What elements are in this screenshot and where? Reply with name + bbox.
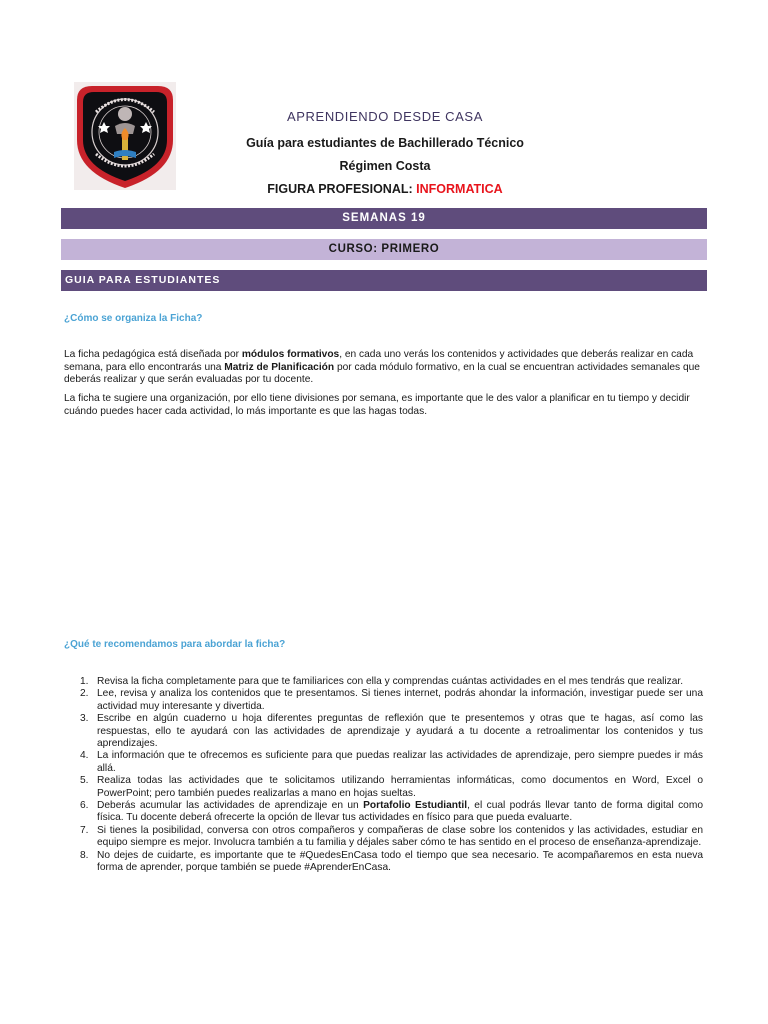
list-item-text: Lee, revisa y analiza los contenidos que te presentamos. Si tienes internet, podrás ahondar la información, investigar puede ser una actividad muy interesante y divertida.	[97, 688, 703, 712]
list-item-text: Realiza todas las actividades que te solicitamos utilizando herramientas informáticas, como documentos en Word, Excel o PowerPoint; pero también puedes realizarlas a mano en hojas sueltas.	[97, 775, 703, 799]
figura-value: INFORMATICA	[416, 182, 503, 196]
list-number: 5.	[80, 775, 89, 787]
p1-text-a: La ficha pedagógica está diseñada por	[64, 349, 242, 360]
list-item	[64, 850, 703, 875]
list-item-text: La información que te ofrecemos es suficiente para que puedas realizar las actividades de aprendizaje, pero siempre puedes ir más allá.	[97, 750, 703, 774]
list-item-text-a: Deberás acumular las actividades de aprendizaje en un	[97, 800, 364, 812]
figura-profesional	[180, 182, 590, 196]
p1-bold-modulos: módulos formativos	[241, 349, 340, 360]
guia-banner: GUIA PARA ESTUDIANTES	[61, 270, 707, 291]
list-number: 1.	[80, 676, 89, 687]
list-number: 8.	[80, 849, 89, 861]
guide-subtitle: Guía para estudiantes de Bachillerado Técnico	[246, 136, 524, 150]
list-number: 4.	[80, 750, 89, 762]
recommendations-list	[64, 676, 703, 875]
school-crest-shield-icon	[74, 82, 176, 190]
list-item	[64, 825, 703, 850]
figura-label: FIGURA PROFESIONAL:	[267, 182, 417, 196]
list-item	[64, 800, 703, 825]
p1-text-c: por cada módulo formativo, en la cual se encuentran actividades semanales que deberás realizar y que serán evaluadas por tu docente.	[64, 361, 700, 385]
list-item-text: No dejes de cuidarte, es importante que te #QuedesEnCasa todo el tiempo que sea necesario. Te acompañaremos en esta nueva forma de aprender, porque también se puede #AprenderEnCasa.	[97, 849, 703, 874]
curso-banner: CURSO: PRIMERO	[61, 239, 707, 260]
paragraph-organizacion: La ficha te sugiere una organización, por ello tiene divisiones por semana, es importante que le des valor a planificar en tu tiempo y decidir cuándo puedes hacer cada actividad, lo más importante es que las hagas todas.	[64, 393, 690, 417]
list-item	[64, 750, 703, 775]
section-heading-recomendamos: ¿Qué te recomendamos para abordar la ficha?	[64, 639, 286, 650]
portafolio-bold: Portafolio Estudiantil	[363, 800, 468, 812]
p1-bold-matriz: Matriz de Planificación	[224, 361, 335, 373]
list-item-text: Escribe en algún cuaderno u hoja diferentes preguntas de reflexión que te presentemos y otras que te hagas, así como las respuestas, ello te ayudará con las actividades de aprendizaje y ayudará a tu docente a retroalimentar los contenidos y tus aprendizajes.	[97, 713, 703, 750]
list-item-text: Si tienes la posibilidad, conversa con otros compañeros y compañeras de clase sobre los contenidos y las actividades, estudiar en equipo siempre es mejor. Involucra también a tu familia y déjales saber cómo te has sentido en el proceso de enseñanza-aprendizaje.	[97, 824, 703, 849]
list-item	[64, 775, 703, 800]
list-item	[64, 688, 703, 713]
section-heading-organiza: ¿Cómo se organiza la Ficha?	[64, 313, 203, 324]
regimen-label: Régimen Costa	[339, 159, 431, 173]
list-item	[64, 676, 703, 688]
p1-text-b: , en cada uno verás los contenidos y actividades que deberás realizar en cada semana, para ello encontrarás una	[64, 349, 694, 373]
page-title: APRENDIENDO DESDE CASA	[287, 109, 483, 124]
list-number: 6.	[80, 800, 89, 812]
list-number: 2.	[80, 688, 89, 700]
semanas-banner: SEMANAS 19	[61, 208, 707, 229]
paragraph-ficha-diseno	[64, 349, 705, 387]
list-number: 7.	[80, 824, 89, 836]
list-item	[64, 713, 703, 750]
list-number: 3.	[80, 713, 89, 725]
list-item-text: Revisa la ficha completamente para que te familiarices con ella y comprendas cuántas actividades en el mes tendrás que realizar.	[97, 676, 684, 687]
list-item-text-b: , el cual podrás llevar tanto de forma digital como física. Tu docente deberá ofrecerte la opción de llevar tus actividades en físico para que pueda evaluarte.	[97, 800, 703, 824]
